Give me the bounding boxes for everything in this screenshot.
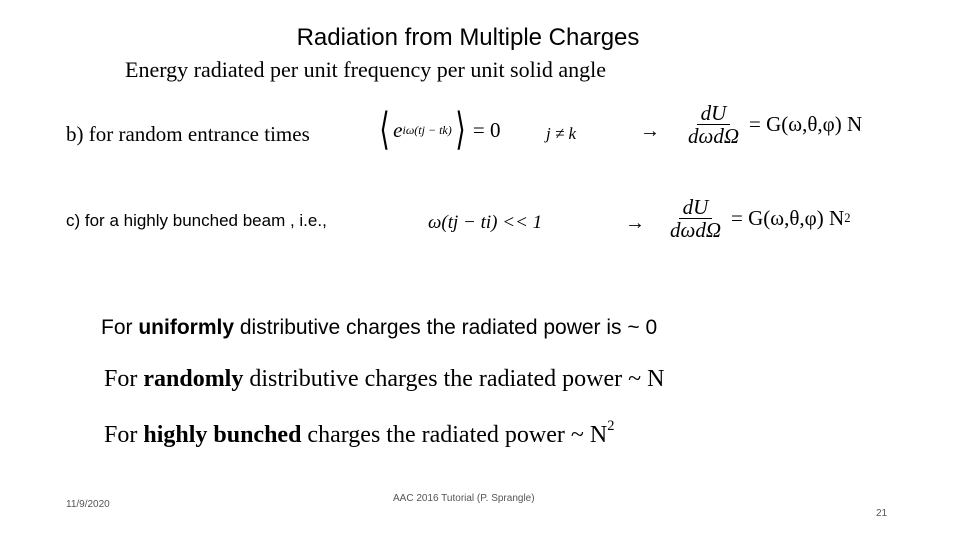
case-b-fraction	[684, 102, 743, 147]
equals-zero: = 0	[472, 117, 501, 142]
right-angle-bracket: ⟩	[455, 105, 466, 154]
statement-random	[104, 366, 664, 393]
case-c-arrow-icon: →	[625, 212, 645, 234]
footer-date: 11/9/2020	[66, 499, 110, 510]
footer-page-number: 21	[876, 508, 888, 519]
statement-uniform-pre: For	[101, 316, 139, 339]
fraction-denominator: dωdΩ	[670, 218, 722, 243]
case-c-fraction	[666, 196, 725, 241]
statement-random-post: distributive charges the radiated power ~ N	[243, 366, 665, 392]
case-b-average	[376, 105, 501, 154]
case-c-result	[666, 196, 850, 241]
case-c-condition: ω(tj − ti) << 1	[428, 212, 543, 233]
statement-bunched-power: 2	[607, 418, 615, 434]
case-c-result-text: = G(ω,θ,φ) N	[731, 206, 845, 231]
case-c-label: c) for a highly bunched beam , i.e.,	[66, 211, 327, 230]
statement-bunched-bold: highly bunched	[143, 421, 302, 448]
case-b-label: b) for random entrance times	[66, 122, 310, 146]
slide-title: Radiation from Multiple Charges	[296, 24, 640, 51]
statement-random-pre: For	[104, 366, 144, 392]
statement-random-bold: randomly	[143, 366, 244, 392]
statement-bunched-post: charges the radiated power ~ N	[301, 421, 608, 448]
case-b-result-text: = G(ω,θ,φ) N	[749, 112, 863, 137]
statement-bunched-pre: For	[104, 421, 144, 448]
fraction-denominator: dωdΩ	[688, 124, 740, 149]
statement-bunched	[104, 418, 614, 449]
fraction-numerator: dU	[679, 196, 713, 219]
exp-superscript: iω(tj − tk)	[402, 122, 452, 137]
statement-uniform-post: distributive charges the radiated power is ~ 0	[234, 316, 658, 339]
statement-uniform-bold: uniformly	[138, 316, 235, 339]
statement-uniform	[101, 316, 657, 340]
exp-base: e	[393, 117, 403, 142]
fraction-numerator: dU	[697, 102, 731, 125]
footer-center: AAC 2016 Tutorial (P. Sprangle)	[393, 493, 535, 504]
case-c-result-power: 2	[844, 211, 851, 226]
case-b-condition: j ≠ k	[546, 124, 577, 143]
slide-subtitle: Energy radiated per unit frequency per unit solid angle	[125, 57, 606, 82]
case-b-arrow-icon: →	[640, 120, 660, 142]
case-b-result	[684, 102, 862, 147]
left-angle-bracket: ⟨	[379, 105, 390, 154]
